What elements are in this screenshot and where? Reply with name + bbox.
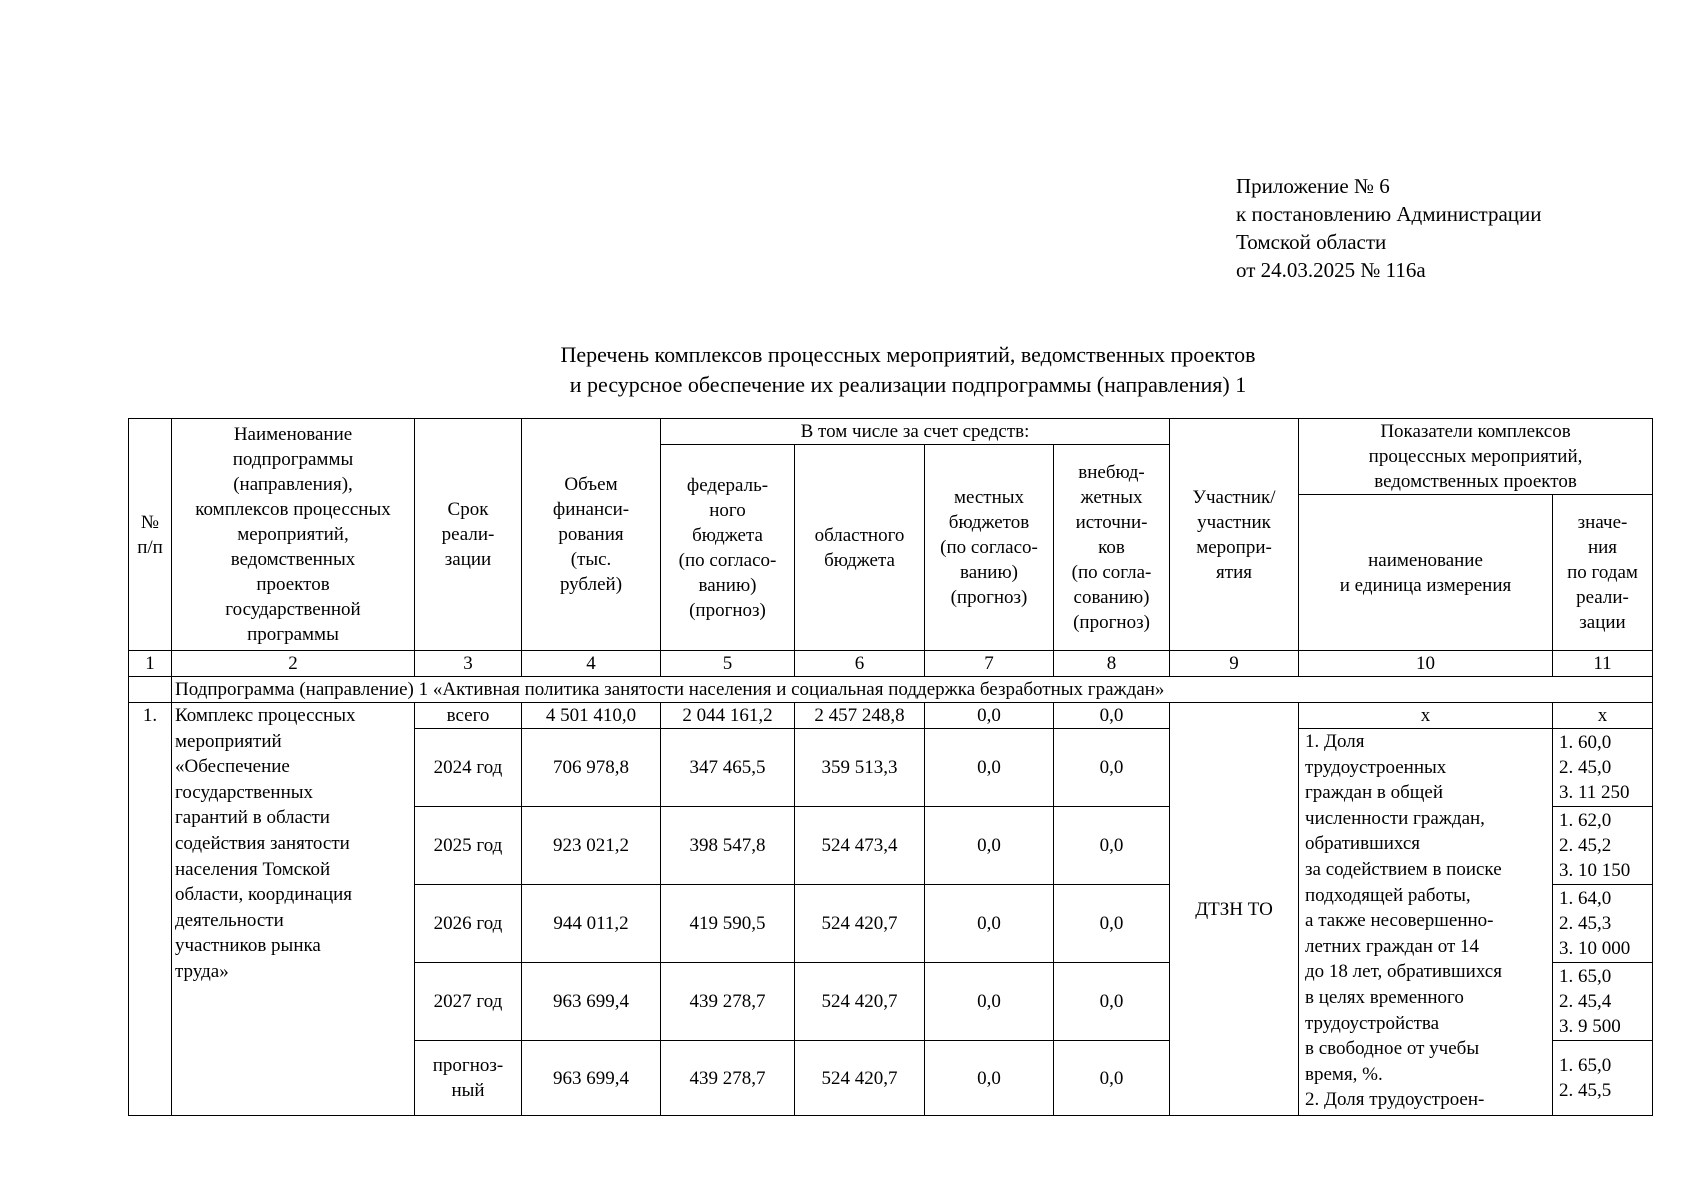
col-number: 2 <box>172 651 415 677</box>
participant-cell: ДТЗН ТО <box>1170 703 1299 1116</box>
term-cell: 2027 год <box>415 963 522 1041</box>
indicator-description: 1. Доля трудоустроенных граждан в общей численности граждан, обратившихся за содействием в поиске подходящей работы, а также несовершенно- летних граждан от 14 до 18 лет, обратившихся в целях временного трудоустройства в свободное от учебы время, %. 2. Доля трудоустроен- <box>1299 729 1553 1116</box>
col-number: 8 <box>1054 651 1170 677</box>
col-number: 3 <box>415 651 522 677</box>
col-number: 4 <box>522 651 661 677</box>
indicator-x-cell: х <box>1299 703 1553 729</box>
indicator-values: 1. 62,0 2. 45,2 3. 10 150 <box>1553 807 1653 885</box>
federal-cell: 439 278,7 <box>661 963 795 1041</box>
federal-cell: 419 590,5 <box>661 885 795 963</box>
title-line-1: Перечень комплексов процессных мероприятий, ведомственных проектов <box>560 342 1256 367</box>
term-cell: прогноз- ный <box>415 1041 522 1116</box>
header-indicator-values: значе- ния по годам реали- зации <box>1553 495 1653 651</box>
extra-cell: 0,0 <box>1054 963 1170 1041</box>
title-line-2: и ресурсное обеспечение их реализации подпрограммы (направления) 1 <box>569 372 1247 397</box>
col-number: 1 <box>129 651 172 677</box>
term-cell: 2025 год <box>415 807 522 885</box>
col-number: 6 <box>795 651 925 677</box>
term-cell: 2026 год <box>415 885 522 963</box>
appendix-block <box>1236 172 1542 284</box>
values-x-cell: х <box>1553 703 1653 729</box>
extra-cell: 0,0 <box>1054 729 1170 807</box>
subprogram-num-cell <box>129 677 172 703</box>
header-term: Срок реали- зации <box>415 419 522 651</box>
volume-cell: 944 011,2 <box>522 885 661 963</box>
volume-cell: 706 978,8 <box>522 729 661 807</box>
indicator-values: 1. 65,0 2. 45,5 <box>1553 1041 1653 1116</box>
col-number: 5 <box>661 651 795 677</box>
header-volume: Объем финанси- рования (тыс. рублей) <box>522 419 661 651</box>
header-including: В том числе за счет средств: <box>661 419 1170 445</box>
regional-cell: 359 513,3 <box>795 729 925 807</box>
col-number: 9 <box>1170 651 1299 677</box>
header-indicator-name: наименование и единица измерения <box>1299 495 1553 651</box>
term-cell: 2024 год <box>415 729 522 807</box>
local-cell: 0,0 <box>925 885 1054 963</box>
volume-cell: 4 501 410,0 <box>522 703 661 729</box>
program-table <box>128 418 1653 1116</box>
indicator-values: 1. 60,0 2. 45,0 3. 11 250 <box>1553 729 1653 807</box>
regional-cell: 2 457 248,8 <box>795 703 925 729</box>
federal-cell: 439 278,7 <box>661 1041 795 1116</box>
federal-cell: 347 465,5 <box>661 729 795 807</box>
subprogram-title: Подпрограмма (направление) 1 «Активная политика занятости населения и социальная поддержка безработных граждан» <box>172 677 1653 703</box>
header-federal: федераль- ного бюджета (по согласо- ванию) (прогноз) <box>661 445 795 651</box>
header-participant: Участник/ участник меропри- ятия <box>1170 419 1299 651</box>
extra-cell: 0,0 <box>1054 703 1170 729</box>
col-number: 11 <box>1553 651 1653 677</box>
extra-cell: 0,0 <box>1054 1041 1170 1116</box>
header-regional: областного бюджета <box>795 445 925 651</box>
extra-cell: 0,0 <box>1054 807 1170 885</box>
volume-cell: 923 021,2 <box>522 807 661 885</box>
complex-name: Комплекс процессных мероприятий «Обеспечение государственных гарантий в области содействия занятости населения Томской области, координация деятельности участников рынка труда» <box>172 703 415 1116</box>
volume-cell: 963 699,4 <box>522 1041 661 1116</box>
federal-cell: 398 547,8 <box>661 807 795 885</box>
indicator-values: 1. 65,0 2. 45,4 3. 9 500 <box>1553 963 1653 1041</box>
header-name: Наименование подпрограммы (направления), комплексов процессных мероприятий, ведомственных проектов государственной программы <box>172 419 415 651</box>
header-indicators: Показатели комплексов процессных мероприятий, ведомственных проектов <box>1299 419 1653 495</box>
row-number: 1. <box>129 703 172 1116</box>
federal-cell: 2 044 161,2 <box>661 703 795 729</box>
appendix-line-1: Приложение № 6 <box>1236 174 1390 198</box>
header-extra: внебюд- жетных источни- ков (по согла- сованию) (прогноз) <box>1054 445 1170 651</box>
local-cell: 0,0 <box>925 963 1054 1041</box>
appendix-line-2: к постановлению Администрации <box>1236 202 1542 226</box>
header-local: местных бюджетов (по согласо- ванию) (прогноз) <box>925 445 1054 651</box>
header-num: № п/п <box>129 419 172 651</box>
local-cell: 0,0 <box>925 807 1054 885</box>
col-number: 10 <box>1299 651 1553 677</box>
regional-cell: 524 420,7 <box>795 963 925 1041</box>
local-cell: 0,0 <box>925 703 1054 729</box>
regional-cell: 524 473,4 <box>795 807 925 885</box>
indicator-values: 1. 64,0 2. 45,3 3. 10 000 <box>1553 885 1653 963</box>
appendix-line-4: от 24.03.2025 № 116а <box>1236 258 1426 282</box>
term-cell: всего <box>415 703 522 729</box>
col-number: 7 <box>925 651 1054 677</box>
regional-cell: 524 420,7 <box>795 885 925 963</box>
local-cell: 0,0 <box>925 1041 1054 1116</box>
local-cell: 0,0 <box>925 729 1054 807</box>
extra-cell: 0,0 <box>1054 885 1170 963</box>
regional-cell: 524 420,7 <box>795 1041 925 1116</box>
volume-cell: 963 699,4 <box>522 963 661 1041</box>
appendix-line-3: Томской области <box>1236 230 1387 254</box>
document-title <box>0 340 1698 400</box>
